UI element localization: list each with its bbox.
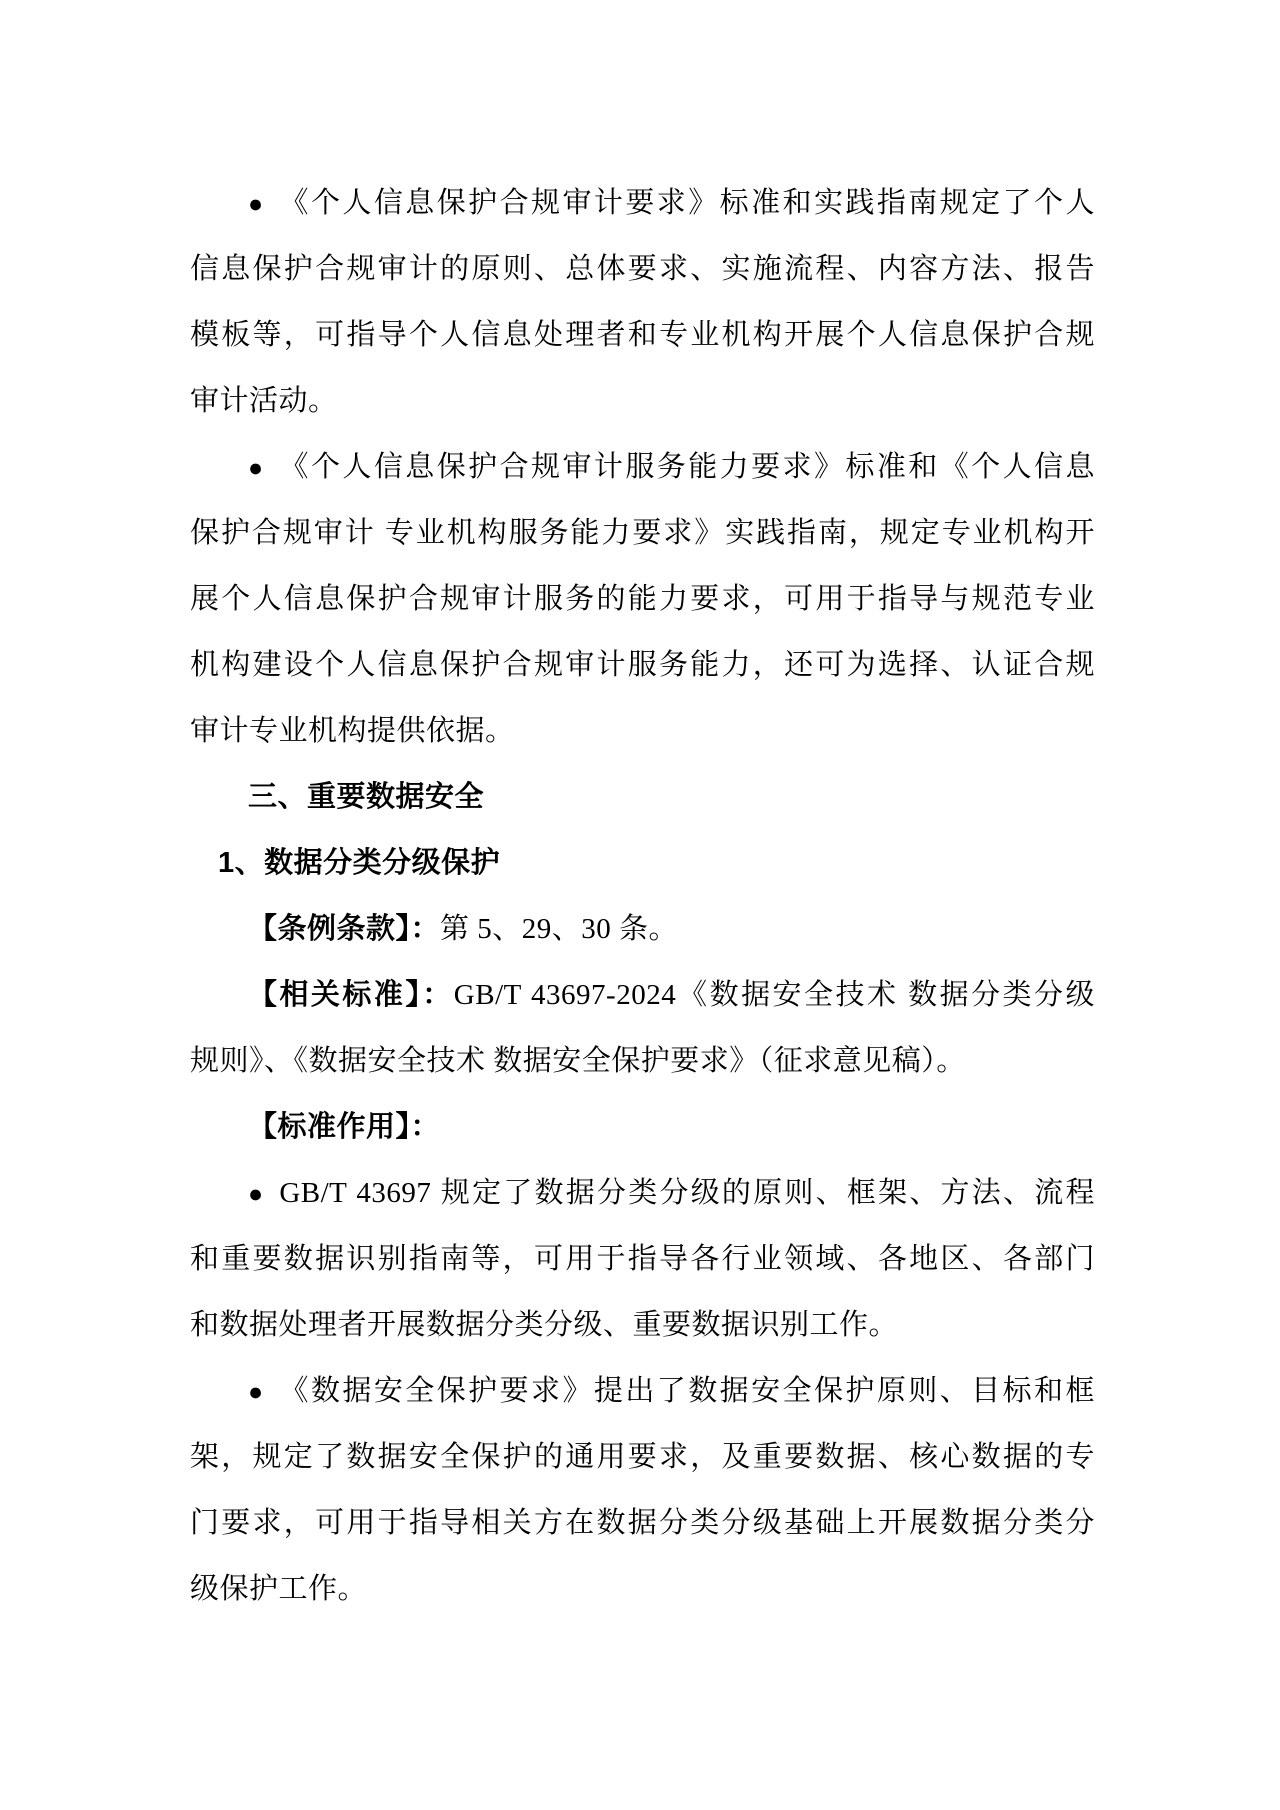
body-line [190,1160,1095,1226]
body-line [190,632,1095,698]
body-line [190,698,1095,764]
bullet-icon: ● [248,1181,266,1208]
section-heading-line [190,764,1095,830]
text-run: 《个人信息保护合规审计要求》标准和实践指南规定了个人 [279,187,1095,219]
body-line [190,1424,1095,1490]
text-run: 《个人信息保护合规审计服务能力要求》标准和《个人信息 [279,451,1095,483]
bold-label: 【相关标准】： [248,979,454,1011]
body-line [190,1556,1095,1622]
bold-label: 【标准作用】： [248,1111,441,1143]
body-line [190,434,1095,500]
text-run: 第 5、29、30 条。 [440,913,679,945]
purpose-label-line [190,1094,1095,1160]
standards-label-line [190,962,1095,1028]
text-run: 级保护工作。 [190,1573,368,1605]
text-run: 机构建设个人信息保护合规审计服务能力，还可为选择、认证合规 [190,649,1095,681]
body-line [190,500,1095,566]
body-line [190,1292,1095,1358]
text-run: 和数据处理者开展数据分类分级、重要数据识别工作。 [190,1309,899,1341]
subsection-heading-line [190,830,1095,896]
bold-label: 三、重要数据安全 [248,781,485,813]
body-line [190,1028,1095,1094]
text-run: 门要求，可用于指导相关方在数据分类分级基础上开展数据分类分 [190,1507,1095,1539]
bullet-icon: ● [248,191,266,218]
bold-label: 1、数据分类分级保护 [218,847,501,879]
body-line [190,1358,1095,1424]
text-run: 和重要数据识别指南等，可用于指导各行业领域、各地区、各部门 [190,1243,1095,1275]
text-run: 模板等，可指导个人信息处理者和专业机构开展个人信息保护合规 [190,319,1095,351]
body-line [190,302,1095,368]
text-run: 保护合规审计 专业机构服务能力要求》实践指南，规定专业机构开 [190,517,1095,549]
text-run: 《数据安全保护要求》提出了数据安全保护原则、目标和框 [279,1375,1095,1407]
bold-label: 【条例条款】： [248,913,441,945]
body-line [190,1226,1095,1292]
bullet-icon: ● [248,455,266,482]
body-line [190,368,1095,434]
text-run: GB/T 43697 规定了数据分类分级的原则、框架、方法、流程 [279,1177,1095,1209]
body-line [190,236,1095,302]
body-line [190,170,1095,236]
text-run: 审计专业机构提供依据。 [190,715,515,747]
text-run: 信息保护合规审计的原则、总体要求、实施流程、内容方法、报告 [190,253,1095,285]
text-run: 展个人信息保护合规审计服务的能力要求，可用于指导与规范专业 [190,583,1095,615]
bullet-icon: ● [248,1379,266,1406]
body-line [190,1490,1095,1556]
text-run: 架，规定了数据安全保护的通用要求，及重要数据、核心数据的专 [190,1441,1095,1473]
document-text [190,170,1095,1622]
text-run: 审计活动。 [190,385,338,417]
text-run: 规则》、《数据安全技术 数据安全保护要求》（征求意见稿）。 [190,1045,966,1077]
body-line [190,566,1095,632]
text-run: GB/T 43697-2024《数据安全技术 数据分类分级 [453,979,1095,1011]
clause-label-line [190,896,1095,962]
